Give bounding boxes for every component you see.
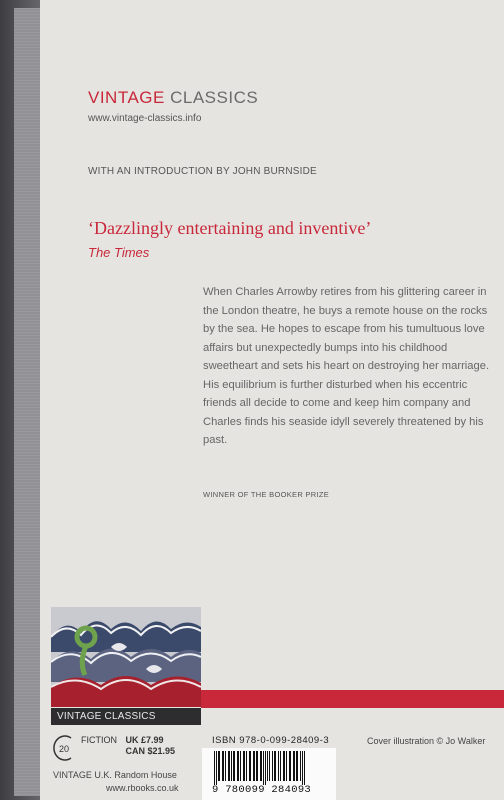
price-can: CAN $21.95 [125, 746, 176, 756]
introduction-credit: WITH AN INTRODUCTION BY JOHN BURNSIDE [88, 166, 317, 177]
prize-note: WINNER OF THE BOOKER PRIZE [203, 490, 330, 499]
barcode-bar [300, 751, 301, 781]
brand-vintage: VINTAGE [88, 88, 165, 107]
barcode-bar [289, 751, 291, 781]
barcode-bar [214, 751, 215, 785]
barcode-bar [265, 751, 266, 785]
barcode-bar [280, 751, 281, 781]
isbn-label: ISBN 978-0-099-28409-3 [212, 735, 330, 746]
publisher-url: www.rbooks.co.uk [106, 783, 179, 793]
brand-logo [88, 88, 258, 108]
barcode-bar [293, 751, 295, 781]
barcode-bar [222, 751, 224, 781]
barcode-bars [212, 751, 326, 785]
barcode-bar [272, 751, 273, 781]
barcode-bar [283, 751, 285, 781]
barcode-bar [256, 751, 258, 781]
publisher-name: VINTAGE U.K. Random House [53, 770, 177, 780]
barcode-digits: 9 780099 284093 [212, 784, 312, 796]
cover-credit: Cover illustration © Jo Walker [367, 736, 486, 746]
review-source: The Times [88, 245, 150, 260]
blurb-text: When Charles Arrowby retires from his glittering career in the London theatre, he buys a remote house on the rocks by the sea. He hopes to escape from his tumultuous love affairs but unexpectedly bumps into his childhood sweetheart and sets his heart on destroying her marriage. His equilibrium is further disturbed when his eccentric friends all decide to come and keep him company and Charles finds his seaside idyll severely threatened by his past. [203, 286, 490, 446]
barcode-bar [260, 751, 262, 781]
price-block [81, 735, 175, 757]
barcode-bar [302, 751, 303, 785]
barcode-bar [296, 751, 298, 781]
barcode-bar [240, 751, 241, 781]
brand-url: www.vintage-classics.info [88, 113, 202, 124]
barcode-bar [249, 751, 251, 781]
barcode-bar [228, 751, 230, 781]
barcode-bar [304, 751, 305, 785]
barcode-bar [253, 751, 255, 781]
back-cover [40, 0, 504, 800]
barcode-bar [225, 751, 226, 781]
review-quote: ‘Dazzlingly entertaining and inventive’ [88, 218, 372, 238]
price-category: FICTION [81, 735, 117, 745]
price-uk: UK £7.99 [125, 735, 164, 745]
barcode-bar [263, 751, 264, 785]
barcode-bar [267, 751, 268, 781]
barcode-bar [233, 751, 235, 781]
brand-classics: CLASSICS [170, 88, 259, 107]
barcode-bar [246, 751, 247, 781]
barcode-bar [243, 751, 245, 781]
bottom-brand-label: VINTAGE CLASSICS [51, 708, 201, 725]
barcode-bar [237, 751, 239, 781]
red-band [201, 690, 504, 708]
barcode-bar [286, 751, 287, 781]
barcode-bar [218, 751, 220, 781]
cover-illustration [51, 607, 201, 707]
barcode-bar [231, 751, 232, 781]
barcode-bar [269, 751, 270, 781]
barcode-bar [216, 751, 217, 785]
price-code-icon [53, 734, 75, 762]
barcode [202, 748, 336, 800]
barcode-bar [278, 751, 279, 781]
price-code: 20 [59, 744, 70, 754]
barcode-bar [274, 751, 276, 781]
